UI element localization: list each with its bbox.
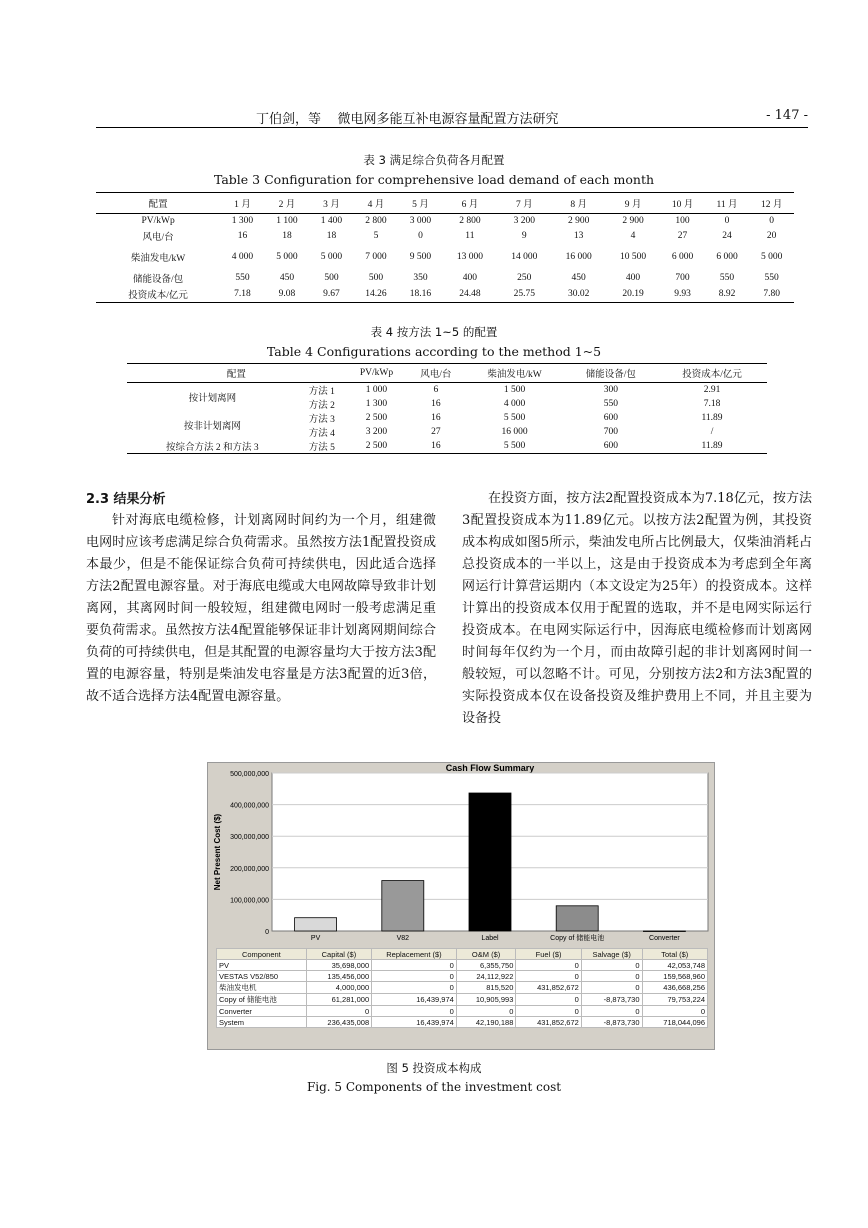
table4 [127, 363, 767, 454]
cashflow-cell: 431,852,672 [516, 982, 581, 994]
table3-header-cell: 8 月 [551, 193, 605, 214]
cashflow-cell: System [217, 1017, 307, 1028]
table3-cell: PV/kWp [141, 216, 175, 226]
cashflow-row [217, 1017, 708, 1028]
table3-cell: 24 [722, 231, 732, 241]
cashflow-cell: 0 [581, 971, 642, 982]
table4-cell: 16 [431, 399, 441, 409]
y-tick-label: 100,000,000 [230, 897, 269, 905]
bar-1 [295, 918, 337, 931]
cashflow-cell: 0 [516, 960, 581, 971]
table4-cell: 16 [407, 439, 464, 454]
table3-cell: 9.93 [660, 286, 705, 303]
table3-cell: 14 000 [511, 252, 538, 262]
table3-header-cell: 9 月 [606, 193, 660, 214]
table4-caption-cn: 表 4 按方法 1~5 的配置 [370, 325, 498, 339]
page-number: - 147 - [766, 108, 808, 123]
cashflow-cell: 42,053,748 [642, 960, 707, 971]
cashflow-header-cell: O&M ($) [456, 949, 516, 960]
table3-header-cell: 10 月 [660, 193, 705, 214]
y-tick-label: 300,000,000 [230, 834, 269, 842]
table3-row [96, 228, 794, 244]
cashflow-cell: 236,435,008 [306, 1017, 371, 1028]
table4-cell: 700 [603, 427, 618, 437]
table3-cell: 1 300 [231, 216, 254, 226]
table4-cell: 3 200 [365, 427, 388, 437]
table3-header-cell: 12 月 [749, 193, 794, 214]
cashflow-cell: 0 [372, 960, 457, 971]
table3-cell: 20.19 [606, 286, 660, 303]
table3-row [96, 214, 794, 229]
cashflow-cell: 815,520 [456, 982, 516, 994]
cashflow-cell: 6,355,750 [456, 960, 516, 971]
table3-header-cell: 11 月 [705, 193, 750, 214]
table3-header-cell: 配置 [96, 193, 220, 214]
table3-cell: 5 [373, 231, 379, 241]
table3-cell: 500 [324, 273, 339, 283]
table3-cell: 450 [279, 273, 295, 283]
cashflow-cell: 0 [581, 960, 642, 971]
table3-cell: 550 [764, 273, 779, 283]
cashflow-header-cell: Total ($) [642, 949, 707, 960]
table3-cell: 11 [465, 231, 475, 241]
table4-cell: 方法 2 [308, 401, 335, 411]
table4-cell: 600 [603, 413, 618, 423]
cashflow-cell: 0 [516, 994, 581, 1006]
table3-row [96, 265, 794, 286]
table4-header-cell: PV/kWp [346, 364, 407, 383]
cashflow-cell: PV [217, 960, 307, 971]
table4-cell: 6 [433, 385, 439, 395]
cashflow-cell: 135,456,000 [306, 971, 371, 982]
fig5-caption-en: Fig. 5 Components of the investment cost [306, 1080, 562, 1094]
table3-cell: 0 [769, 216, 775, 226]
cashflow-cell: 24,112,922 [456, 971, 516, 982]
table4-header-row [127, 364, 767, 383]
table3-cell: 7.80 [749, 286, 794, 303]
cashflow-cell: 0 [372, 1006, 457, 1017]
table4-cell: 11.89 [701, 413, 723, 423]
table3-cell: 100 [675, 216, 690, 226]
bar-4 [556, 906, 598, 931]
table3-cell: 10 500 [619, 252, 647, 262]
cashflow-cell: 0 [306, 1006, 371, 1017]
figure5-chart [207, 762, 715, 1050]
table4-cell: 5 500 [503, 413, 526, 423]
table4-cell: / [710, 427, 714, 437]
table4-cell: 1 500 [503, 385, 526, 395]
table3-cell: 25.75 [497, 286, 551, 303]
table3-cell: 风电/台 [142, 233, 174, 243]
table4-group-cell: 按非计划离网 [183, 422, 241, 432]
cashflow-cell: Copy of 储能电池 [217, 994, 307, 1006]
table3-cell: 550 [719, 273, 735, 283]
table4-cell: 2 500 [346, 439, 407, 454]
table3-cell: 14.26 [354, 286, 399, 303]
x-tick-label: Copy of 储能电池 [550, 935, 605, 942]
table4-header-cell: 投资成本/亿元 [657, 364, 767, 383]
table3-header-cell: 4 月 [354, 193, 399, 214]
cashflow-cell: 79,753,224 [642, 994, 707, 1006]
cashflow-row [217, 994, 708, 1006]
table3-cell: 450 [571, 273, 586, 283]
cashflow-cell: 61,281,000 [306, 994, 371, 1006]
table3-cell: 9 [521, 231, 527, 241]
table3-cell: 2 800 [365, 216, 387, 226]
table4-cell: 方法 5 [298, 439, 346, 454]
table3-row [96, 244, 794, 265]
bar-3 [469, 793, 511, 931]
table3-cell: 4 [630, 231, 636, 241]
header-authors: 丁伯剑，等 [256, 112, 322, 127]
table3-header-cell: 5 月 [398, 193, 443, 214]
bar-2 [382, 881, 424, 931]
table4-cell: 方法 1 [308, 387, 335, 397]
table3-header-cell: 2 月 [265, 193, 310, 214]
table3-cell: 400 [625, 273, 641, 283]
cashflow-cell: 0 [642, 1006, 707, 1017]
table3-cell: 2 800 [459, 216, 481, 226]
table3-cell: 5 000 [320, 252, 343, 262]
table3-header-row [96, 193, 794, 214]
table3-caption-en: Table 3 Configuration for comprehensive load demand of each month [213, 172, 655, 187]
table4-header-cell: 柴油发电/kW [465, 364, 565, 383]
table3-header-cell: 6 月 [443, 193, 497, 214]
table4-cell: 方法 3 [308, 415, 335, 425]
table4-group-cell: 按计划离网 [188, 394, 237, 404]
table3-cell: 7.18 [220, 286, 265, 303]
table4-cell: 550 [603, 399, 618, 409]
table3-cell: 500 [368, 273, 384, 283]
cashflow-header-cell: Component [217, 949, 307, 960]
cashflow-cell: 35,698,000 [306, 960, 371, 971]
table3-cell: 18 [282, 231, 292, 241]
table4-cell: 300 [603, 385, 618, 395]
table3-cell: 6 000 [671, 252, 694, 262]
cashflow-cell: -8,873,730 [581, 994, 642, 1006]
fig5-caption-cn: 图 5 投资成本构成 [386, 1061, 482, 1075]
table4-caption-en: Table 4 Configurations according to the method 1~5 [266, 344, 602, 359]
table3-cell: 700 [675, 273, 690, 283]
y-axis-label: Net Present Cost ($) [213, 813, 222, 891]
table3-cell: 250 [517, 273, 532, 283]
table3-header-cell: 7 月 [497, 193, 551, 214]
table4-cell: 600 [565, 439, 657, 454]
cashflow-cell: 42,190,188 [456, 1017, 516, 1028]
cashflow-cell: 0 [456, 1006, 516, 1017]
table3-cell: 0 [724, 216, 730, 226]
table3-row [96, 286, 794, 303]
cashflow-cell: 16,439,974 [372, 1017, 457, 1028]
table3-cell: 18 [326, 231, 337, 241]
cash-flow-table [216, 948, 708, 1028]
table3-cell: 柴油发电/kW [130, 254, 186, 264]
table4-cell: 16 [431, 413, 441, 423]
table3-cell: 3 000 [409, 216, 432, 226]
cashflow-cell: VESTAS V52/850 [217, 971, 307, 982]
cashflow-cell: Converter [217, 1006, 307, 1017]
table3-header-cell: 3 月 [309, 193, 354, 214]
cashflow-cell: 0 [516, 1006, 581, 1017]
table3-cell: 13 [573, 231, 584, 241]
header-rule [96, 127, 808, 128]
table3-cell: 2 900 [622, 216, 644, 226]
table4-cell: 27 [431, 427, 441, 437]
table4-cell: 16 000 [501, 427, 528, 437]
table3-cell: 20 [766, 231, 777, 241]
cashflow-row [217, 960, 708, 971]
table3-cell: 400 [462, 273, 477, 283]
table4-cell: 1 300 [365, 399, 388, 409]
table3-cell: 9.08 [265, 286, 310, 303]
cashflow-header-cell: Capital ($) [306, 949, 371, 960]
y-tick-label: 200,000,000 [230, 865, 269, 873]
cashflow-cell: 16,439,974 [372, 994, 457, 1006]
table3-caption-cn: 表 3 满足综合负荷各月配置 [363, 153, 505, 167]
paragraph-left: 针对海底电缆检修，计划离网时间约为一个月，组建微电网时应该考虑满足综合负荷需求。虽然按方法1配置投资成本最少，但是不能保证综合负荷可持续供电，因此适合选择方法2配置电源容量。对于海底电缆或大电网故障导致非计划离网，其离网时间一般较短，组建微电网时一般考虑满足重要负荷需求。虽然按方法4配置能够保证非计划离网期间综合负荷的可持续供电，但是其配置的电源容量均大于按方法3配置的电源容量，特别是柴油发电容量是方法3配置的近3倍，故不适合选择方法4配置电源容量。 [86, 513, 436, 704]
paragraph-right: 在投资方面，按方法2配置投资成本为7.18亿元，按方法3配置投资成本为11.89亿元。以按方法2配置为例，其投资成本构成如图5所示，柴油发电所占比例最大，仅柴油消耗占总投资成本的一半以上，这是由于投资成本为考虑到全年离网运行计算营运期内（本文设定为25年）的投资成本。这样计算出的投资成本仅用于配置的选取，并不是电网实际运行投资成本。在电网实际运行中，因海底电缆检修而计划离网时间每年仅约为一个月，而由故障引起的非计划离网时间一般较短，可以忽略不计。可见，分别按方法2和方法3配置的实际投资成本仅在设备投资及维护费用上不同，并且主要为设备投 [462, 491, 812, 726]
table3-cell: 7 000 [365, 252, 387, 262]
table3-cell: 13 000 [456, 252, 483, 262]
cashflow-cell: 10,905,993 [456, 994, 516, 1006]
table3-header-cell: 1 月 [220, 193, 265, 214]
table3-cell: 4 000 [231, 252, 254, 262]
cashflow-cell: 0 [581, 982, 642, 994]
cashflow-row [217, 982, 708, 994]
table3-cell: 27 [677, 231, 688, 241]
chart-title: Cash Flow Summary [445, 763, 535, 773]
table3-cell: 350 [413, 273, 428, 283]
table3-cell: 16 [237, 231, 248, 241]
table3-cell: 3 200 [513, 216, 535, 226]
table3-cell: 8.92 [705, 286, 750, 303]
y-tick-label: 500,000,000 [230, 771, 269, 778]
table3-cell: 30.02 [551, 286, 605, 303]
table4-header-cell: 储能设备/包 [565, 364, 657, 383]
table3-cell: 储能设备/包 [133, 275, 184, 285]
cashflow-row [217, 1006, 708, 1017]
table3-cell: 5 000 [760, 252, 783, 262]
cashflow-cell: 0 [372, 982, 457, 994]
table4-row [127, 411, 767, 425]
table4-row [127, 439, 767, 454]
cashflow-cell: 431,852,672 [516, 1017, 581, 1028]
table4-cell: 1 000 [365, 385, 388, 395]
cashflow-cell: 436,668,256 [642, 982, 707, 994]
table4-row [127, 383, 767, 398]
bar-5 [643, 931, 685, 932]
table3-cell: 9 500 [409, 252, 432, 262]
cash-flow-chart [208, 763, 714, 949]
x-tick-label: Label [481, 935, 499, 942]
table3-cell: 投资成本/亿元 [96, 286, 220, 303]
table3-cell: 18.16 [398, 286, 443, 303]
cashflow-row [217, 971, 708, 982]
table3-cell: 1 100 [276, 216, 298, 226]
cashflow-cell: 0 [581, 1006, 642, 1017]
table3-cell: 550 [235, 273, 250, 283]
header-title: 微电网多能互补电源容量配置方法研究 [337, 112, 559, 127]
table3-cell: 9.67 [309, 286, 354, 303]
table3-cell: 6 000 [716, 252, 738, 262]
cashflow-cell: 柴油发电机 [217, 982, 307, 994]
table4-cell: 11.89 [657, 439, 767, 454]
table3-cell: 1 400 [320, 216, 343, 226]
y-tick-label: 400,000,000 [230, 802, 269, 810]
cashflow-header-cell: Salvage ($) [581, 949, 642, 960]
cashflow-cell: 0 [372, 971, 457, 982]
table4-header-cell: 风电/台 [407, 364, 464, 383]
table3-cell: 0 [418, 231, 423, 241]
table4-cell: 2.91 [703, 385, 721, 395]
table4-header-cell: 配置 [127, 364, 346, 383]
table3-cell: 2 900 [567, 216, 590, 226]
cashflow-cell: 0 [516, 971, 581, 982]
x-tick-label: Converter [649, 935, 680, 942]
y-tick-label: 0 [265, 929, 269, 936]
cashflow-header-cell: Fuel ($) [516, 949, 581, 960]
cashflow-cell: 4,000,000 [306, 982, 371, 994]
cashflow-header-cell: Replacement ($) [372, 949, 457, 960]
cashflow-cell: 718,044,096 [642, 1017, 707, 1028]
table3-cell: 16 000 [565, 252, 592, 262]
table4-cell: 7.18 [703, 399, 721, 409]
table3-cell: 24.48 [443, 286, 497, 303]
table4-cell: 方法 4 [308, 429, 335, 439]
table4-cell: 4 000 [503, 399, 526, 409]
table3 [96, 192, 794, 303]
table3-cell: 5 000 [276, 252, 298, 262]
table4-group-cell: 按综合方法 2 和方法 3 [127, 439, 298, 454]
cashflow-cell: -8,873,730 [581, 1017, 642, 1028]
section-heading: 2.3 结果分析 [86, 492, 166, 507]
x-tick-label: PV [310, 935, 321, 942]
cashflow-header-row [217, 949, 708, 960]
table4-cell: 2 500 [365, 413, 388, 423]
cashflow-cell: 159,568,960 [642, 971, 707, 982]
x-tick-label: V82 [396, 935, 410, 942]
table4-cell: 5 500 [465, 439, 565, 454]
